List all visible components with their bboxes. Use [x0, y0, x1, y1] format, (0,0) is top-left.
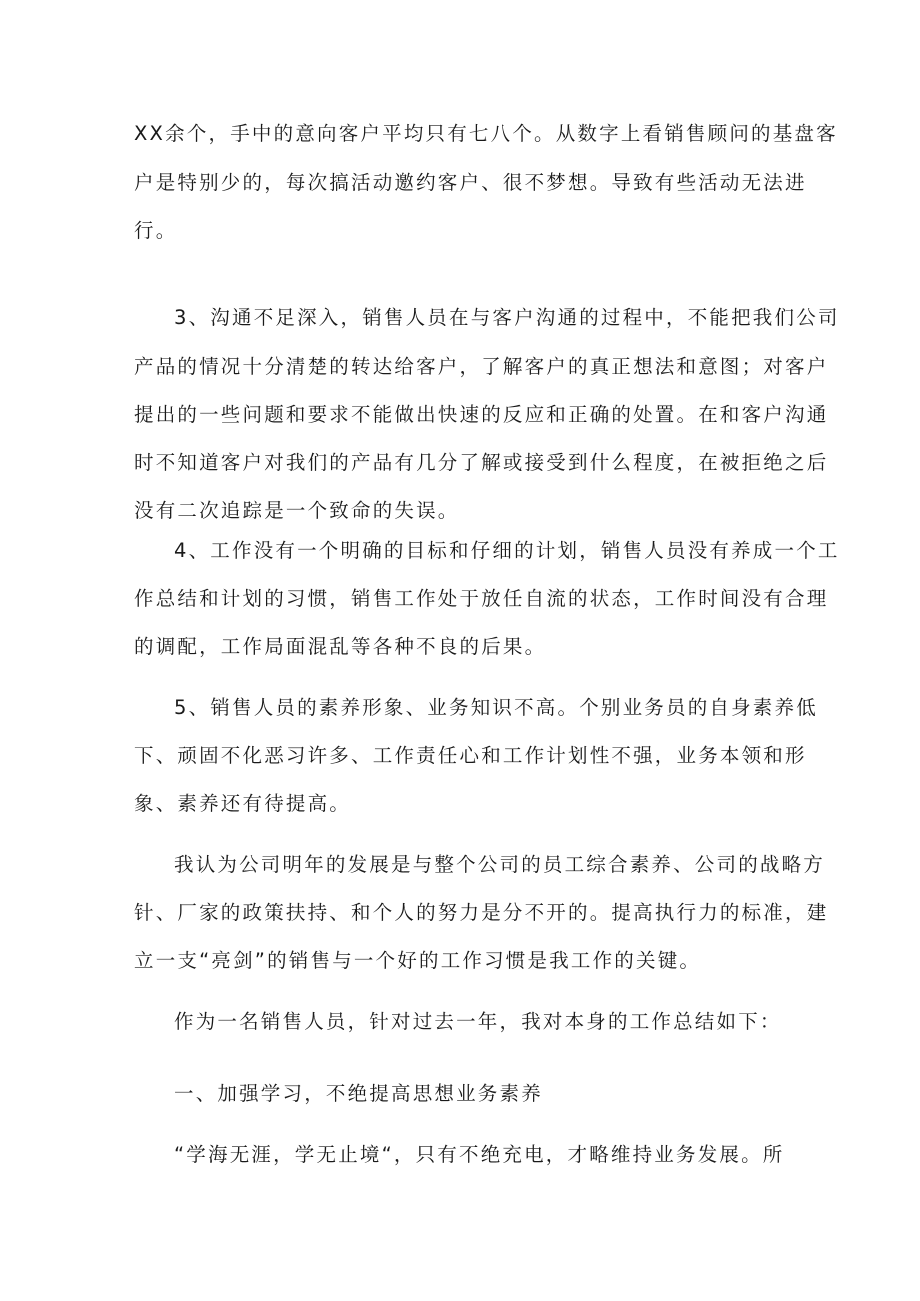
text-line: 的调配，工作局面混乱等各种不良的后果。 [134, 635, 547, 658]
text-line: 提出的一些问题和要求不能做出快速的反应和正确的处置。在和客户沟通 [134, 403, 829, 426]
text-line: 针、厂家的政策扶持、和个人的努力是分不开的。提高执行力的标准，建 [134, 901, 829, 924]
text-line: 4、工作没有一个明确的目标和仔细的计划，销售人员没有养成一个工 [174, 539, 840, 562]
text-line: 象、素养还有待提高。 [134, 792, 352, 815]
text-line: “学海无涯，学无止境“，只有不绝充电，才略维持业务发展。所 [174, 1143, 785, 1166]
text-line: 产品的情况十分清楚的转达给客户，了解客户的真正想法和意图；对客户 [134, 355, 829, 378]
text-line: 3、沟通不足深入，销售人员在与客户沟通的过程中，不能把我们公司 [174, 306, 840, 329]
text-line: 下、顽固不化恶习许多、工作责任心和工作计划性不强，业务本领和形 [134, 744, 807, 767]
text-line: 我认为公司明年的发展是与整个公司的员工综合素养、公司的战略方 [174, 853, 826, 876]
text-line: 立一支“亮剑”的销售与一个好的工作习惯是我工作的关键。 [134, 949, 702, 972]
section-heading: 一、加强学习，不绝提高思想业务素养 [174, 1082, 543, 1105]
text-line: 5、销售人员的素养形象、业务知识不高。个别业务员的自身素养低 [174, 696, 818, 719]
text-line: 时不知道客户对我们的产品有几分了解或接受到什么程度，在被拒绝之后 [134, 451, 829, 474]
text-line: 作总结和计划的习惯，销售工作处于放任自流的状态，工作时间没有合理 [134, 587, 829, 610]
text-line: XX余个，手中的意向客户平均只有七八个。从数字上看销售顾问的基盘客 [134, 122, 838, 145]
text-line: 行。 [134, 219, 178, 242]
text-line: 没有二次追踪是一个致命的失误。 [134, 499, 460, 522]
text-line: 作为一名销售人员，针对过去一年，我对本身的工作总结如下： [174, 1010, 782, 1033]
text-line: 户是特别少的，每次搞活动邀约客户、很不梦想。导致有些活动无法进 [134, 171, 807, 194]
